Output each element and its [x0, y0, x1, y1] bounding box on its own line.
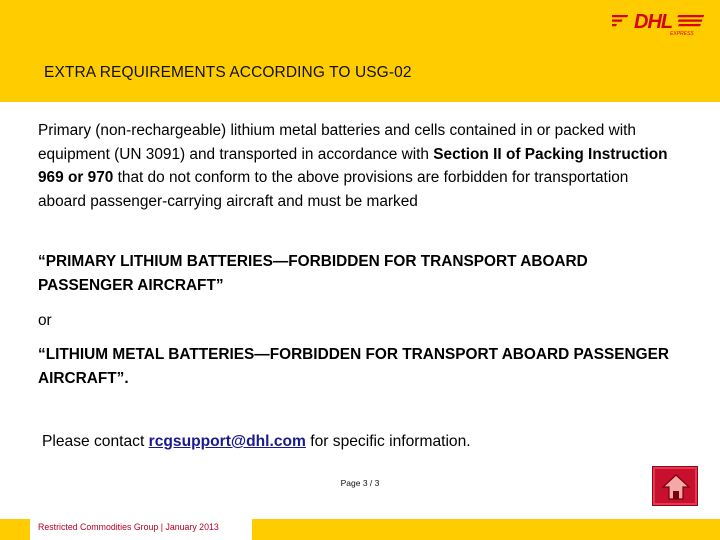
page-number: Page 3 / 3 — [340, 478, 380, 488]
svg-text:DHL: DHL — [634, 11, 673, 33]
contact-email-link[interactable]: rcgsupport@dhl.com — [148, 433, 306, 450]
para1-bold-section: Section II of Packing Instruction 969 — [38, 145, 668, 186]
marking-quote-2: “LITHIUM METAL BATTERIES—FORBIDDEN FOR TRANSPORT ABOARD PASSENGER AIRCRAFT”. — [38, 346, 670, 387]
contact-prefix: Please contact — [42, 433, 149, 450]
contact-suffix: for specific information. — [305, 433, 471, 450]
page-title: EXTRA REQUIREMENTS ACCORDING TO USG-02 — [44, 64, 412, 81]
home-icon — [662, 473, 690, 501]
para1-text-a: Primary (non-rechargeable) lithium metal batteries and cells contained in or packed with equipment (UN 3091) and transported in accordance with — [38, 122, 636, 163]
intro-paragraph — [38, 119, 678, 213]
dhl-logo — [612, 10, 708, 36]
marking-quote-1: “PRIMARY LITHIUM BATTERIES—FORBIDDEN FOR TRANSPORT ABOARD PASSENGER AIRCRAFT” — [38, 253, 588, 294]
or-separator: or — [38, 312, 52, 329]
home-button[interactable] — [652, 466, 698, 506]
contact-line — [42, 433, 471, 451]
para1-bold-970: 970 — [87, 169, 114, 186]
footer-text: Restricted Commodities Group | January 2013 — [38, 522, 219, 532]
para1-text-b: that do not conform to the above provisions are forbidden for transportation aboard passenger-carrying aircraft and must be marked — [38, 169, 629, 210]
para1-bold-or: or — [63, 169, 88, 186]
svg-text:EXPRESS: EXPRESS — [670, 31, 694, 36]
